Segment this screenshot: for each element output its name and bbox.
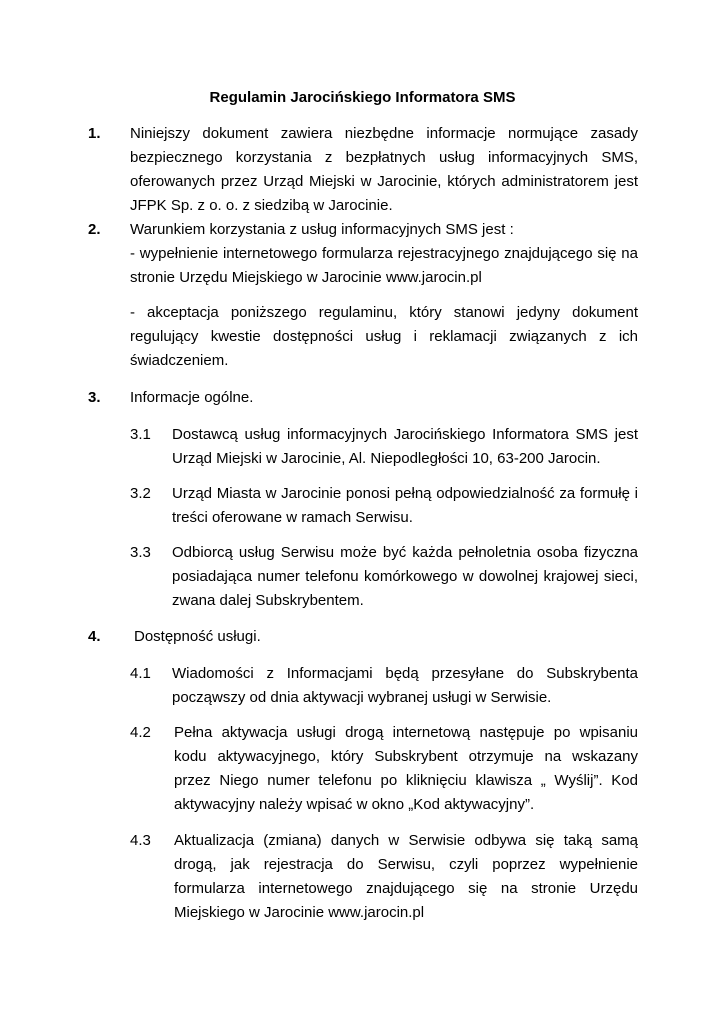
section-1-number: 1.: [88, 125, 101, 142]
item-3-1-text: Dostawcą usług informacyjnych Jarocińskiego Informatora SMS jest Urząd Miejski w Jarocinie, Al. Niepodległości 10, 63-200 Jarocin.: [172, 426, 638, 467]
item-3-2-number: 3.2: [130, 485, 151, 502]
item-4-1-text: Wiadomości z Informacjami będą przesyłane do Subskrybenta począwszy od dnia aktywacji wybranej usługi w Serwisie.: [172, 665, 638, 706]
section-2-number: 2.: [88, 221, 101, 238]
section-2-text: Warunkiem korzystania z usług informacyjnych SMS jest :: [130, 221, 514, 238]
section-1-text: Niniejszy dokument zawiera niezbędne informacje normujące zasady bezpiecznego korzystania z bezpłatnych usług informacyjnych SMS, oferowanych przez Urząd Miejski w Jarocinie, których administratorem jest JFPK Sp. z o. o. z siedzibą w Jarocinie.: [130, 125, 638, 214]
section-2-bullet-1: - wypełnienie internetowego formularza rejestracyjnego znajdującego się na stronie Urzędu Miejskiego w Jarocinie www.jarocin.pl: [130, 245, 638, 286]
item-4-1-number: 4.1: [130, 665, 151, 682]
section-3-heading: Informacje ogólne.: [130, 389, 254, 406]
item-4-2-number: 4.2: [130, 724, 151, 741]
section-3-number: 3.: [88, 389, 101, 406]
section-2-bullet-2: - akceptacja poniższego regulaminu, który stanowi jedyny dokument regulujący kwestie dostępności usług i reklamacji związanych z ich świadczeniem.: [130, 304, 638, 369]
item-4-3-text: Aktualizacja (zmiana) danych w Serwisie odbywa się taką samą drogą, jak rejestracja do Serwisu, czyli poprzez wypełnienie formularza internetowego znajdującego się na stronie Urzędu Miejskiego w Jarocinie www.jarocin.pl: [174, 832, 638, 921]
page-title: Regulamin Jarocińskiego Informatora SMS: [209, 89, 516, 106]
item-3-3-number: 3.3: [130, 544, 151, 561]
item-3-1-number: 3.1: [130, 426, 151, 443]
item-4-3-number: 4.3: [130, 832, 151, 849]
section-4-number: 4.: [88, 628, 101, 645]
item-4-2-text: Pełna aktywacja usługi drogą internetową następuje po wpisaniu kodu aktywacyjnego, który Subskrybent otrzymuje na wskazany przez Niego numer telefonu po kliknięciu klawisza „ Wyślij”. Kod aktywacyjny należy wpisać w okno „Kod aktywacyjny”.: [174, 724, 638, 813]
item-3-3-text: Odbiorcą usług Serwisu może być każda pełnoletnia osoba fizyczna posiadająca numer telefonu komórkowego w dowolnej krajowej sieci, zwana dalej Subskrybentem.: [172, 544, 638, 609]
item-3-2-text: Urząd Miasta w Jarocinie ponosi pełną odpowiedzialność za formułę i treści oferowane w ramach Serwisu.: [172, 485, 638, 526]
section-4-heading: Dostępność usługi.: [134, 628, 261, 645]
